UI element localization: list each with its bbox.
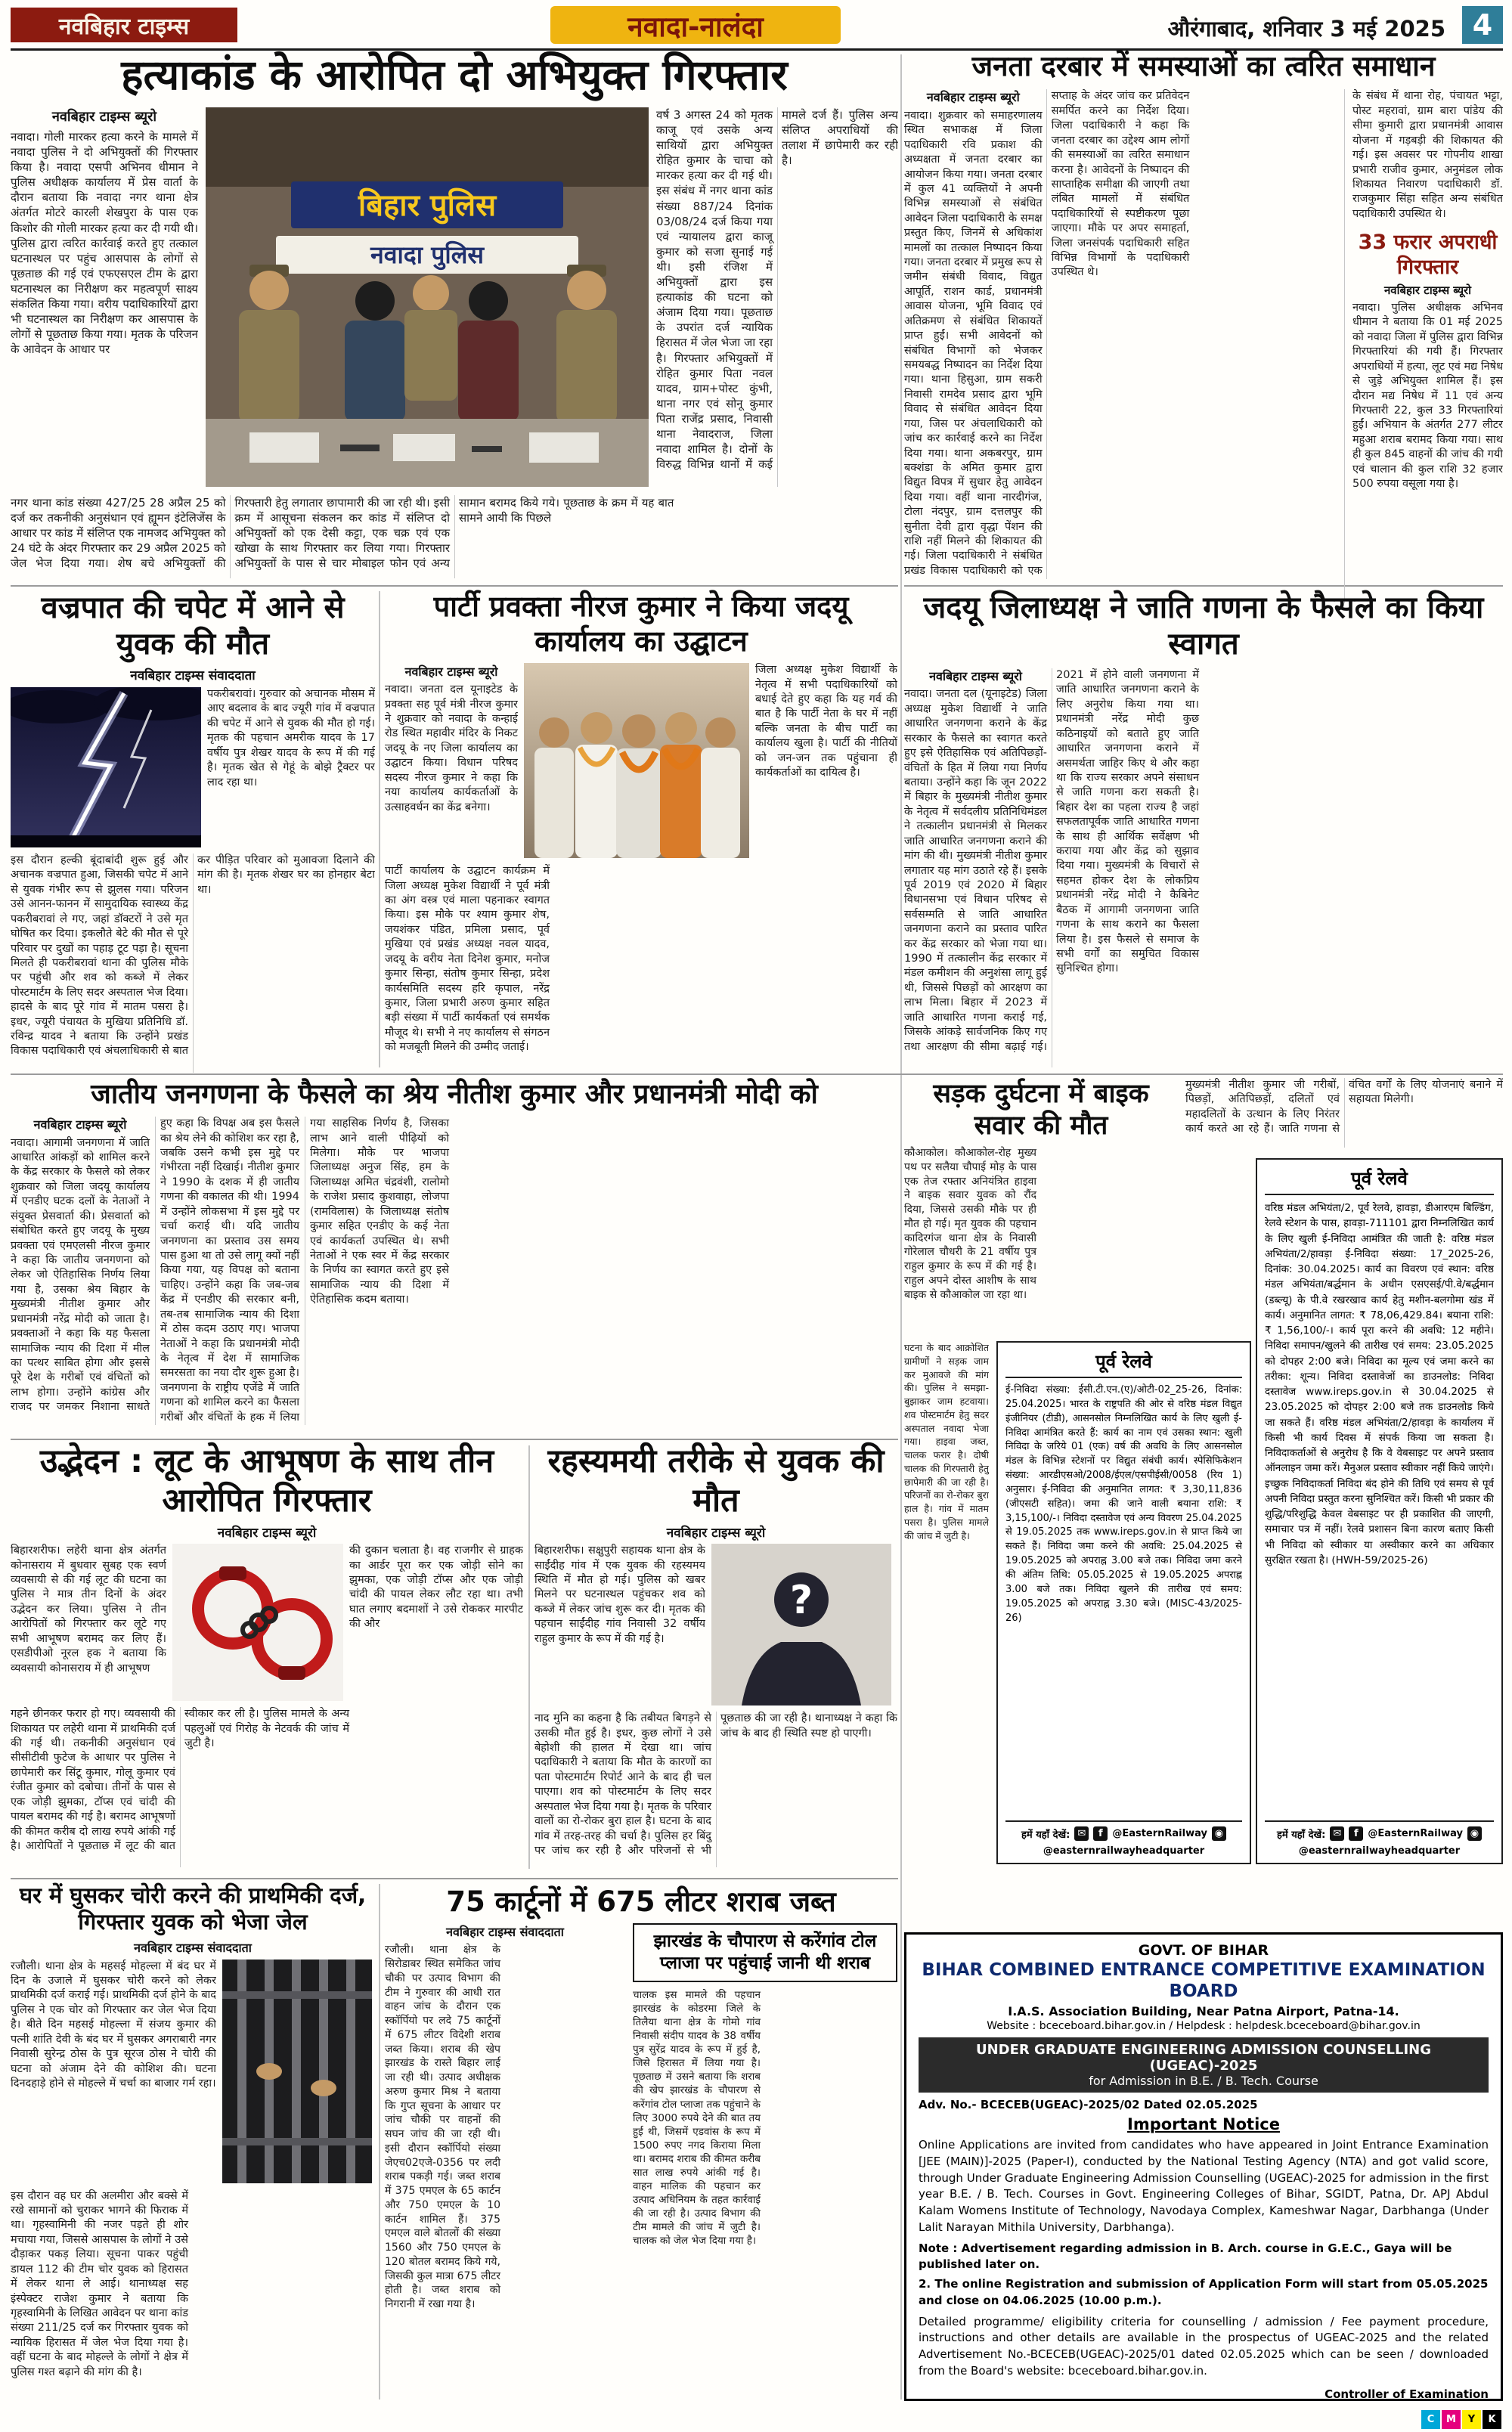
- janta-darbar-text: नवादा। शुक्रवार को समाहरणालय स्थित सभाकक्ष में जिला पदाधिकारी रवि प्रकाश की अध्यक्षता में जनता दरबार का आयोजन किया गया। जनता दरबार में कुल 41 व्यक्तियों ने अपनी विभिन्न समस्याओं से संबंधित आवेदन जिला पदाधिकारी के समक्ष प्रस्तुत किए, जिनमें से अधिकांश मामलों का तत्काल निष्पादन किया गया। जनता दरबार में प्रमुख रूप से जमीन संबंधी विवाद, विद्युत आपूर्ति, राशन कार्ड, प्रधानमंत्री आवास योजना, भूमि विवाद एवं अतिक्रमण से संबंधित शिकायतें प्राप्त हुईं। सभी आवेदनों को संबंधित विभागों को भेजकर समयबद्ध निष्पादन का निर्देश दिया गया। थाना हिसुआ, ग्राम सकरी निवासी रामदेव प्रसाद द्वारा भूमि विवाद से संबंधित आवेदन दिया गया, जिस पर अंचलाधिकारी को जांच कर कार्रवाई करने का निर्देश दिया गया। थाना अकबरपुर, ग्राम बक्शंडा के अमित कुमार द्वारा विद्युत विपत्र में सुधार हेतु आवेदन दिया गया। वहीं थाना नारदीगंज, टोला नंदपुर, ग्राम दत्तलपुर की सुनीता देवी द्वारा वृद्धा पेंशन की राशि नहीं मिलने की शिकायत की गई। जिला पदाधिकारी ने संबंधित प्रखंड विकास पदाधिकारी को एक सप्ताह के अंदर जांच कर प्रतिवेदन समर्पित करने का निर्देश दिया। जिला पदाधिकारी ने कहा कि जनता दरबार का उद्देश्य आम लोगों की समस्याओं का त्वरित समाधान करना है। आवेदनों के निष्पादन की साप्ताहिक समीक्षा की जाएगी तथा लंबित मामलों में संबंधित पदाधिकारियों से स्पष्टीकरण पूछा जाएगा। मौके पर अपर समाहर्ता, जिला जनसंपर्क पदाधिकारी सहित विभिन्न विभागों के पदाधिकारी उपस्थित थे।: [904, 90, 1190, 577]
- jharkhand-text: चालक इस मामले की पहचान झारखंड के कोडरमा जिले के तिलैया थाना क्षेत्र के गोमो गांव निवासी संदीप यादव के 38 वर्षीय पुत्र सुरेंद्र यादव के रूप में हुई है, जिसे हिरासत में लिया गया है। पूछताछ में उसने बताया कि शराब की खेप झारखंड के चौपारण से करेंगांव टोल प्लाजा तक पहुंचाने के लिए 3000 रुपये देने की बात तय हुई थी, जिसमें एडवांस के रूप में 1500 रुपए नगद किराया मिला था। बरामद शराब की कीमत करीब सात लाख रुपये आंकी गई है। वाहन मालिक की पहचान कर उत्पाद अधिनियम के तहत कार्रवाई की जा रही है। उत्पाद विभाग की टीम मामले की जांच में जुटी है। चालक को जेल भेज दिया गया है।: [633, 1988, 761, 2248]
- govt-of-bihar: GOVT. OF BIHAR: [1138, 1942, 1269, 1959]
- cyan-mark: C: [1421, 2410, 1440, 2429]
- col4-intro-text: के संबंध में थाना रोह, पंचायत भट्टा, पोस्ट महरावां, ग्राम बारा पांडेय की सीमा कुमारी द्वारा प्रधानमंत्री आवास योजना में गड़बड़ी की शिकायत की गई। इस अवसर पर गोपनीय शाखा प्रभारी राजीव कुमार, अनुमंडल लोक शिकायत निवारण पदाधिकारी डॉ. राजकुमार सिंहा सहित अन्य संबंधित पदाधिकारी उपस्थित थे।: [1352, 90, 1503, 220]
- road-accident-top-text: कौआकोल। कौआकोल-रोह मुख्य पथ पर सलैया चौपाई मोड़ के पास एक तेज रफ्तार अनियंत्रित हाइवा ने बाइक सवार युवक को रौंद दिया, जिससे उसकी मौके पर ही मौत हो गई। मृत युवक की पहचान कादिरगंज थाना क्षेत्र के निवासी गोरेलाल चौधरी के 21 वर्षीय पुत्र राहुल कुमार के रूप में की गई है। राहुल अपने दोस्त आशीष के साथ बाइक से कौआकोल जा रहा था।: [904, 1147, 1036, 1301]
- byline: नवबिहार टाइम्स संवाददाता: [446, 1925, 564, 1940]
- advertisement-number: Adv. No.- BCECEB(UGEAC)-2025/02 Dated 02.05.2025: [919, 2098, 1258, 2112]
- byline: नवबिहार टाइम्स ब्यूरो: [217, 1526, 317, 1541]
- jdu-district-continuation: मुख्यमंत्री नीतीश कुमार जी गरीबों, पिछड़ों, अतिपिछड़ों, दलितों एवं महादलितों के उत्थान के लिए निरंतर कार्य करते आ रहे हैं। जाति गणना से वंचित वर्गों के लिए योजनाएं बनाने में सहायता मिलेगी।: [1185, 1079, 1503, 1135]
- handcuffs-illustration: [172, 1544, 343, 1701]
- byline: नवबिहार टाइम्स संवाददाता: [134, 1940, 252, 1955]
- article-loot-solved: [11, 1442, 523, 1867]
- article-jdu-office: [385, 590, 897, 1062]
- jharkhand-substory: [633, 1923, 897, 2396]
- board-name: BIHAR COMBINED ENTRANCE COMPETITIVE EXAMINATION BOARD: [922, 1960, 1486, 2001]
- cmyk-print-marks: [1421, 2410, 1501, 2429]
- police-press-photo: [206, 107, 649, 487]
- article-lightning-death: [11, 590, 375, 1073]
- janta-darbar-columns: [904, 89, 1337, 579]
- dateline: औरंगाबाद, शनिवार 3 मई 2025: [1167, 16, 1445, 42]
- mystery-left-text: बिहारशरीफ। सक्षुपुरी सहायक थाना क्षेत्र के साईंदीह गांव में एक युवक की रहस्यमय स्थिति में मौत हो गई। पुलिस को खबर मिलने पर घटनास्थल पहुंचकर शव को कब्जे में लेकर जांच शुरू कर दी। मृतक की पहचान साईंदीह गांव निवासी 32 वर्षीय राहुल कुमार के रूप में की गई है।: [534, 1544, 705, 1645]
- envelope-icon: ✉: [1074, 1826, 1089, 1841]
- article-theft-fir: [11, 1882, 375, 2403]
- byline: नवबिहार टाइम्स ब्यूरो: [666, 1526, 766, 1541]
- byline: नवबिहार टाइम्स संवाददाता: [130, 668, 256, 683]
- board-website: Website : bceceboard.bihar.gov.in / Helpdesk : helpdesk.bceceboard@bihar.gov.in: [987, 2020, 1421, 2033]
- ad-body-text: वरिष्ठ मंडल अभियंता/2, पूर्व रेलवे, हावड़ा, डीआरएम बिल्डिंग, रेलवे स्टेशन के पास, हावड़ा-711101 द्वारा निम्नलिखित कार्य के लिए खुली ई-निविदा आमंत्रित की जाती है: वरिष्ठ मंडल अभियंता/2/हावड़ा ई-निविदा संख्या: 17_2025-26, दिनांक: 30.04.2025। कार्य का विवरण एवं स्थान: वरिष्ठ मंडल अभियंता/बर्द्धमान के अधीन एसएसई/पी.वे/बर्द्धमान (डब्ल्यू) के पी.वे रखरखाव कार्य हेतु मशीन-बलगोमा खंड में कार्य। अनुमानित लागत: ₹ 78,06,429.84। बयाना राशि: ₹ 1,56,100/-। कार्य पूरा करने की अवधि: 12 महीने। निविदा समापन/खुलने की तारीख एवं समय: 23.05.2025 को दोपहर 2:00 बजे। निविदा का मूल्य एवं जमा करने का तरीका: शून्य। निविदा दस्तावेजों का डाउनलोड: निविदा दस्तावेज www.ireps.gov.in से 30.04.2025 से 23.05.2025 को दोपहर 2:00 बजे तक डाउनलोड किये जा सकते हैं। वरिष्ठ मंडल अभियंता/2/हावड़ा के कार्यालय में किसी भी कार्य दिवस में संपर्क किया जा सकता है। निविदाकर्ताओं से अनुरोध है कि वे वेबसाइट पर अपने प्रस्ताव ऑनलाइन जमा करें। मैनुअल प्रस्ताव स्वीकार नहीं किये जाएंगे। इच्छुक निविदाकर्ता निविदा बंद होने की तिथि एवं समय से पूर्व अपनी निविदा प्रस्तुत करना सुनिश्चित करें। किसी भी प्रकार की शुद्धि/परिशुद्धि केवल वेबसाइट पर ही प्रकाशित की जाएगी, समाचार पत्र में नहीं। रेलवे प्रशासन बिना कारण बताए किसी भी निविदा को स्वीकार या अस्वीकार करने का अधिकार सुरक्षित रखता है। (HWH-59/2025-26): [1265, 1202, 1494, 1566]
- jdu-office-right-text: जिला अध्यक्ष मुकेश विद्यार्थी के नेतृत्व में सभी पदाधिकारियों को बधाई देते हुए कहा कि यह गर्व की बात है कि पार्टी नेता के घर में नहीं बल्कि जनता के बीच पार्टी का कार्यालय खुला है। पार्टी की नीतियों को जन-जन तक पहुंचाना ही कार्यकर्ताओं का दायित्व है।: [755, 664, 897, 779]
- headline-jdu-district: जदयू जिलाध्यक्ष ने जाति गणना के फैसले का किया स्वागत: [923, 590, 1484, 661]
- headline-caste-census-credit: जातीय जनगणना के फैसले का श्रेय नीतीश कुमार और प्रधानमंत्री मोदी को: [91, 1079, 818, 1110]
- farar-text: नवादा। पुलिस अधीक्षक अभिनव धीमान ने बताया कि 01 मई 2025 को नवादा जिला में पुलिस द्वारा विभिन्न गिरफ्तारियां की गयी हैं। गिरफ्तार अपराधियों में हत्या, लूट एवं मद्य निषेध से जुड़े अभियुक्त शामिल हैं। इस दौरान मद्य निषेध में 11 एवं अन्य गिरफ्तारी 22, कुल 33 गिरफ्तारियां हुईं। अभियान के अंतर्गत 277 लीटर महुआ शराब बरामद किया गया। साथ ही कुल 845 वाहनों की जांच की गयी एवं चालान की कुल राशि 32 हजार 500 रुपया वसूला गया है।: [1352, 301, 1503, 491]
- see-us-label: हमें यहाँ देखें:: [1277, 1829, 1326, 1841]
- railway-handle: @EasternRailway: [1368, 1828, 1463, 1839]
- board-address: I.A.S. Association Building, Near Patna Airport, Patna-14.: [1008, 2004, 1399, 2019]
- facebook-icon: f: [1093, 1826, 1108, 1841]
- railway-handle-2: @easternrailwayheadquarter: [1298, 1845, 1461, 1857]
- notice-note-2: 2. The online Registration and submission of Application Form will start from 05.05.2025 and close on 04.06.2025 (10.00 p.m.).: [919, 2277, 1489, 2307]
- liquor-columns: रजौली। थाना क्षेत्र के सिरोडाबर स्थित समेकित जांच चौकी पर उत्पाद विभाग की टीम ने गुरुवार की आधी रात वाहन जांच के दौरान एक स्कॉर्पियो पर लदे 75 कार्टूनों में 675 लीटर विदेशी शराब जब्त किया। शराब की खेप झारखंड के रास्ते बिहार लाई जा रही थी। उत्पाद अधीक्षक अरुण कुमार मिश्र ने बताया कि गुप्त सूचना के आधार पर जांच चौकी पर वाहनों की सघन जांच की जा रही थी। इसी दौरान स्कॉर्पियो संख्या जेएच02एजे-0356 पर लदी शराब पकड़ी गई। जब्त शराब में 375 एमएल के 65 कार्टन और 750 एमएल के 10 कार्टन शामिल हैं। 375 एमएल वाले बोतलों की संख्या 1560 और 750 एमएल के 120 बोतल बरामद किये गये, जिसकी कुल मात्रा 675 लीटर होती है। जब्त शराब को निगरानी में रखा गया है।: [385, 1944, 500, 2311]
- article-lead-text: नवादा। गोली मारकर हत्या करने के मामले में नवादा पुलिस ने दो अभियुक्तों की गिरफ्तार किया है। नवादा एसपी अभिनव धीमान ने पुलिस अधीक्षक कार्यालय में प्रेस वार्ता के दौरान बताया कि नवादा नगर थाना क्षेत्र अंतर्गत मोटरे कारली शेखपुरा के पास एक किशोर की गोली मारकर हत्या कर दी गयी थी। पुलिस द्वारा त्वरित कार्रवाई करते हुए तत्काल घटनास्थल पर पहुंच आसपास के लोगों से पूछताछ की गई एवं एफएसएल टीम के द्वारा घटनास्थल का निरीक्षण कर महत्वपूर्ण साक्ष्य संकलित किया गया। वरीय पदाधिकारियों द्वारा भी घटनास्थल का निरीक्षण कर आसपास के लोगों से पूछताछ किया गया। मृतक के परिजन के आवेदन के आधार पर: [11, 130, 198, 357]
- jdu-office-photo-graphic: [524, 663, 749, 858]
- rule-c: [11, 1073, 1503, 1075]
- article-mysterious-death: [534, 1442, 897, 1867]
- headline-33-farar: 33 फरार अपराधी गिरफ्तार: [1358, 231, 1498, 279]
- theft-bottom-text: इस दौरान वह घर की अलमीरा और बक्से में रखे सामानों को चुराकर भागने की फिराक में था। गृहस्वामिनी की नजर पड़ते ही शोर मचाया गया, जिससे आसपास के लोगों ने उसे दौड़ाकर पकड़ लिया। सूचना पाकर पहुंची डायल 112 की टीम चोर युवक को हिरासत में लेकर थाना ले आई। थानाध्यक्ष सह इंस्पेक्टर राजेश कुमार ने बताया कि गृहस्वामिनी के लिखित आवेदन पर थाना कांड संख्या 211/25 दर्ज कर गिरफ्तार युवक को न्यायिक हिरासत में जेल भेज दिया गया है। वहीं घटना के बाद मोहल्ले के लोगों ने क्षेत्र में पुलिस गश्त बढ़ाने की मांग की है।: [11, 2189, 188, 2378]
- railway-handle: @EasternRailway: [1112, 1828, 1207, 1839]
- road-accident-narrow-column: घटना के बाद आक्रोशित ग्रामीणों ने सड़क जाम कर मुआवजे की मांग की। पुलिस ने समझा-बुझाकर जाम हटवाया। शव पोस्टमार्टम हेतु सदर अस्पताल नवादा भेजा गया। हाइवा जब्त, चालक फरार है। दोषी चालक की गिरफ्तारी हेतु छापेमारी की जा रही है। परिजनों का रो-रोकर बुरा हाल है। गांव में मातम पसरा है। पुलिस मामले की जांच में जुटी है।: [904, 1342, 989, 1541]
- headline-murder-arrests: हत्याकांड के आरोपित दो अभियुक्त गिरफ्तार: [121, 51, 788, 99]
- jdu-office-group-photo: [524, 663, 749, 858]
- loot-left-text: बिहारशरीफ। लहेरी थाना क्षेत्र अंतर्गत कोनासराय में बुधवार सुबह एक स्वर्ण व्यवसायी से की गई लूट की घटना का पुलिस ने मात्र तीन दिनों के अंदर उद्भेदन कर लिया। पुलिस ने तीन आरोपितों को गिरफ्तार कर लूटे गए सभी आभूषण बरामद कर लिए हैं। एसडीपीओ नूरल हक ने बताया कि व्यवसायी कोनासराय में ही आभूषण: [11, 1544, 166, 1675]
- lightning-photo-graphic: [11, 687, 201, 847]
- loot-right-text: की दुकान चलाता है। वह राजगीर से ग्राहक का आर्डर पूरा कर एक जोड़ी सोने का झुमका, एक जोड़ी टॉप्स और एक जोड़ी चांदी की पायल लेकर लौट रहा था। तभी घात लगाए बदमाशों ने उसे रोककर मारपीट की और: [349, 1544, 523, 1631]
- camera-icon: ◉: [1212, 1826, 1226, 1841]
- janta-darbar-col4: [1344, 89, 1503, 603]
- article-jdu-district: [904, 590, 1503, 1067]
- headline-mysterious-death: रहस्यमयी तरीके से युवक की मौत: [547, 1442, 885, 1520]
- caste-census-columns: [11, 1117, 898, 1425]
- byline: नवबिहार टाइम्स ब्यूरो: [1383, 283, 1472, 297]
- jdu-office-bottom-text: पार्टी कार्यालय के उद्घाटन कार्यक्रम में जिला अध्यक्ष मुकेश विद्यार्थी ने पूर्व मंत्री का अंग वस्त्र एवं माला पहनाकर स्वागत किया। इस मौके पर श्याम कुमार शेष, जयशंकर पंडित, प्रमिला प्रसाद, पूर्व मुखिया एवं प्रखंड अध्यक्ष नवल यादव, जदयू के वरीय नेता दिनेश कुमार, मनोज कुमार सिन्हा, संतोष कुमार सिन्हा, प्रदेश कार्यसमिति सदस्य हरि कृपाल, नरेंद्र कुमार, जिला प्रभारी अरुण कुमार सहित बड़ी संख्या में पार्टी कार्यकर्ता एवं समर्थक मौजूद थे। सभी ने नए कार्यालय से संगठन को मजबूती मिलने की उम्मीद जताई।: [385, 865, 550, 1054]
- byline: नवबिहार टाइम्स ब्यूरो: [33, 1117, 127, 1132]
- ugeac-banner: [919, 2037, 1489, 2093]
- jail-bars-image: [222, 1960, 372, 2183]
- headline-lightning-death: वज्रपात की चपेट में आने से युवक की मौत: [41, 590, 345, 661]
- ad-footer: [1265, 1820, 1494, 1857]
- police-press-photo-graphic: [206, 107, 649, 487]
- masthead-title: नवबिहार टाइम्स: [58, 13, 190, 40]
- page-number: 4: [1472, 8, 1493, 42]
- headline-jdu-office: पार्टी प्रवक्ता नीरज कुमार ने किया जदयू कार्यालय का उद्घाटन: [433, 590, 849, 658]
- bceceb-notice: [904, 1932, 1503, 2401]
- mystery-bottom-text: नाद मुनि का कहना है कि तबीयत बिगड़ने से उसकी मौत हुई है। इधर, कुछ लोगों ने उसे बेहोशी की हालत में देखा था। जांच पदाधिकारी ने बताया कि मौत के कारणों का पता पोस्टमार्टम रिपोर्ट आने के बाद ही चल पाएगा। शव को पोस्टमार्टम के लिए सदर अस्पताल भेज दिया गया है। मृतक के परिवार वालों का रो-रोकर बुरा हाल है। घटना के बाद गांव में तरह-तरह की चर्चा है। पुलिस हर बिंदु पर जांच कर रही है और परिजनों से भी पूछताछ की जा रही है। थानाध्यक्ष ने कहा कि जांच के बाद ही स्थिति स्पष्ट हो पाएगी।: [534, 1712, 897, 1857]
- controller-signature: Controller of Examination: [1325, 2387, 1489, 2401]
- byline: नवबिहार टाइम्स ब्यूरो: [404, 665, 498, 680]
- rule-jk: [379, 1884, 380, 2399]
- railway-handle-2: @easternrailwayheadquarter: [1043, 1845, 1205, 1857]
- rule-a: [11, 585, 898, 587]
- jdu-district-columns: [904, 668, 1503, 1067]
- article-janta-darbar: [904, 50, 1503, 603]
- ad-eastern-railway-small: [996, 1341, 1251, 1864]
- headline-loot-solved: उद्भेदन : लूट के आभूषण के साथ तीन आरोपित गिरफ्तार: [39, 1442, 494, 1520]
- silhouette-question-image: [711, 1544, 891, 1705]
- section-name: नवादा-नालंदा: [627, 10, 764, 43]
- facebook-icon: f: [1349, 1826, 1363, 1841]
- page-number-box: [1462, 6, 1503, 44]
- jdu-district-text: नवादा। जनता दल (यूनाइटेड) जिला अध्यक्ष मुकेश विद्यार्थी ने जाति आधारित जनगणना कराने के केंद्र सरकार के फैसले का स्वागत करते हुए इसे ऐतिहासिक एवं अतिपिछड़ों-वंचितों के हित में लिया गया निर्णय बताया। उन्होंने कहा कि जून 2022 में बिहार के मुख्यमंत्री नीतीश कुमार के नेतृत्व में सर्वदलीय प्रतिनिधिमंडल ने तत्कालीन प्रधानमंत्री से मिलकर जाति आधारित जनगणना कराने की मांग की थी। मुख्यमंत्री नीतीश कुमार लगातार यह मांग उठाते रहे हैं। इसके पूर्व 2019 एवं 2020 में बिहार विधानसभा एवं विधान परिषद से सर्वसम्मति से जाति आधारित जनगणना कराने का प्रस्ताव पारित कर केंद्र सरकार को भेजा गया था। 1990 में तत्कालीन केंद्र सरकार में मंडल कमीशन की अनुशंसा लागू हुई थी, जिससे पिछड़ों को आरक्षण का लाभ मिला। बिहार में 2023 में जाति आधारित गणना कराई गई, जिसके आंकड़े सार्वजनिक किए गए तथा आरक्षण की सीमा बढ़ाई गई। 2021 में होने वाली जनगणना में जाति आधारित जनगणना कराने के लिए अनुरोध किया गया था। प्रधानमंत्री नरेंद्र मोदी कुछ कठिनाइयों को बताते हुए जाति आधारित जनगणना कराने में असमर्थता जाहिर किए थे और कहा था कि राज्य सरकार अपने संसाधन से जाति गणना करा सकती है। बिहार देश का पहला राज्य है जहां सफलतापूर्वक जाति आधारित गणना के साथ ही आर्थिक सर्वेक्षण भी कराया गया और केंद्र को सुझाव दिया गया। मुख्यमंत्री के विचारों से सहमत होकर देश के लोकप्रिय प्रधानमंत्री नरेंद्र मोदी ने कैबिनेट बैठक में आगामी जनगणना जाति गणना के साथ कराने का फैसला लिया है। इस फैसले से समाज के सभी वर्गों का समुचित विकास सुनिश्चित होगा।: [904, 669, 1199, 1053]
- article-bottom-columns: नगर थाना कांड संख्या 427/25 28 अप्रैल 25 को दर्ज कर तकनीकी अनुसंधान एवं ह्यूमन इंटेलिजेंस के आधार पर कांड में संलिप्त एक नामजद अभियुक्त को 24 घंटे के अंदर गिरफ्तार कर 29 अप्रैल 2025 को जेल भेज दिया गया। शेष बचे अभियुक्तों की गिरफ्तारी हेतु लगातार छापामारी की जा रही थी। इसी क्रम में आसूचना संकलन कर कांड में संलिप्त दो अभियुक्तों को एक देसी कट्टा, एक चक्र एवं एक खोखा के साथ गिरफ्तार कर लिया गया। गिरफ्तार अभियुक्तों के पास से चार मोबाइल फोन एवं अन्य सामान बरामद किये गये। पूछताछ के क्रम में यह बात सामने आयी कि पिछले: [11, 496, 674, 571]
- yellow-mark: Y: [1462, 2410, 1481, 2429]
- magenta-mark: M: [1442, 2410, 1461, 2429]
- photo-banner-nawada-police: नवादा पुलिस: [370, 240, 485, 269]
- jail-bars-graphic: [222, 1960, 372, 2183]
- lightning-photo: [11, 687, 201, 847]
- byline: नवबिहार टाइम्स ब्यूरो: [929, 669, 1022, 683]
- question-mark: ?: [789, 1578, 813, 1624]
- byline: नवबिहार टाइम्स ब्यूरो: [926, 90, 1020, 105]
- important-notice-title: Important Notice: [1127, 2115, 1280, 2134]
- lightning-side-text: पकरीबरावां। गुरुवार को अचानक मौसम में आए बदलाव के बाद ज्यूरी गांव में वज्रपात की चपेट में आने से युवक की मौत हो गई। मृतक की पहचान अमरीक यादव के 17 वर्षीय पुत्र शेखर यादव के रूप में की गई है। मृतक खेत से गेहूं के बोझे ट्रैक्टर पर लाद रहा था।: [207, 688, 375, 788]
- masthead: [11, 8, 237, 42]
- lightning-bottom-text: इस दौरान हल्की बूंदाबांदी शुरू हुई और अचानक वज्रपात हुआ, जिसकी चपेट में आने से युवक गंभीर रूप से झुलस गया। परिजन उसे आनन-फानन में सामुदायिक स्वास्थ्य केंद्र पकरीबरावां ले गए, जहां डॉक्टरों ने उसे मृत घोषित कर दिया। इकलौते बेटे की मौत से पूरे परिवार पर दुखों का पहाड़ टूट पड़ा है। सूचना मिलते ही पकरीबरावां थाना की पुलिस मौके पर पहुंची और शव को कब्जे में लेकर पोस्टमार्टम के लिए सदर अस्पताल भेज दिया। हादसे के बाद पूरे गांव में मातम पसरा है। इधर, ज्यूरी पंचायत के मुखिया प्रतिनिधि डॉ. रविन्द्र यादव ने बताया कि उन्होंने प्रखंड विकास पदाधिकारी एवं अंचलाधिकारी से बात कर पीड़ित परिवार को मुआवजा दिलाने की मांग की है। मृतक शेखर घर का होनहार बेटा था।: [11, 854, 375, 1058]
- loot-bottom-text: गहने छीनकर फरार हो गए। व्यवसायी की शिकायत पर लहेरी थाना में प्राथमिकी दर्ज की गई थी। तकनीकी अनुसंधान एवं सीसीटीवी फुटेज के आधार पर पुलिस ने छापेमारी कर सिंटू कुमार, गोलू कुमार एवं रंजीत कुमार को दबोचा। तीनों के पास से एक जोड़ी झुमका, टॉप्स एवं चांदी की पायल बरामद की गई है। बरामद आभूषणों की कीमत करीब दो लाख रुपये आंकी गई है। आरोपितों ने पूछताछ में लूट की बात स्वीकार कर ली है। पुलिस मामले के अन्य पहलुओं एवं गिरोह के नेटवर्क की जांच में जुटी है।: [11, 1708, 349, 1852]
- section-banner: [550, 6, 841, 44]
- theft-left-text: रजौली। थाना क्षेत्र के महसई मोहल्ला में बंद घर में दिन के उजाले में घुसकर चोरी करने को लेकर प्राथमिकी दर्ज कराई गई। प्राथमिकी दर्ज होने के बाद पुलिस ने एक चोर को गिरफ्तार कर जेल भेज दिया है। बीते दिन महसई मोहल्ला में संजय कुमार की पत्नी शांति देवी के बंद घर में घुसकर अगराबारी नगर निवासी सुरेन्द्र ठोस के पुत्र सूरज ठोस ने चोरी की घटना को अंजाम देने की कोशिश की। घटना दिनदहाड़े होने से मोहल्ले में चर्चा का बाजार गर्म रहा।: [11, 1960, 216, 2090]
- ad-title: पूर्व रेलवे: [1005, 1349, 1242, 1378]
- headline-theft-fir: घर में घुसकर चोरी करने की प्राथमिकी दर्ज, गिरफ्तार युवक को भेजा जेल: [19, 1882, 367, 1935]
- camera-icon: ◉: [1467, 1826, 1482, 1841]
- notice-paragraph-1: Online Applications are invited from candidates who have appeared in Joint Entrance Examination [JEE (MAIN)]-2025 (Paper-I), conducted by the National Testing Agency (NTA) and got valid score, through Under Graduate Engineering Admission Counselling (UGEAC)-2025 for admission in the first year B.E. / B. Tech. Courses in Govt. Engineering Colleges of Bihar, SGIDT, Patna, Dr. APJ Abdul Kalam Womens Institute of Technology, Navodaya Complex, Kameshwar Nagar, Darbhanga (Under Lalit Narayan Mithila University, Darbhanga).: [919, 2138, 1489, 2234]
- caste-census-text: नवादा। आगामी जनगणना में जाति आधारित आंकड़ों को शामिल करने के केंद्र सरकार के फैसले को लेकर शुक्रवार को जिला जदयू कार्यालय में एनडीए घटक दलों के नेताओं ने संयुक्त प्रेसवार्ता की। प्रेसवार्ता को संबोधित करते हुए जदयू के मुख्य प्रवक्ता एवं एमएलसी नीरज कुमार ने कहा कि जातीय जनगणना को लेकर जो ऐतिहासिक निर्णय लिया गया है, उसका श्रेय बिहार के मुख्यमंत्री नीतीश कुमार और प्रधानमंत्री नरेंद्र मोदी को जाता है। प्रवक्ताओं ने कहा कि यह फैसला सामाजिक न्याय की दिशा में मील का पत्थर साबित होगा और इससे पूरे देश के गरीबों एवं वंचितों को लाभ होगा। उन्होंने कांग्रेस और राजद पर जमकर निशाना साधते हुए कहा कि विपक्ष अब इस फैसले का श्रेय लेने की कोशिश कर रहा है, जबकि उसने कभी इस मुद्दे पर गंभीरता नहीं दिखाई। नीतीश कुमार ने 1990 के दशक में ही जातीय गणना की वकालत की थी। 1994 में उन्होंने लोकसभा में इस मुद्दे पर चर्चा कराई थी। यदि जातीय जनगणना का प्रस्ताव उस समय पास हुआ था तो उसे लागू क्यों नहीं किया गया, यह विपक्ष को बताना चाहिए। उन्होंने कहा कि जब-जब केंद्र में एनडीए की सरकार बनी, तब-तब सामाजिक न्याय की दिशा में ठोस कदम उठाए गए। भाजपा नेताओं ने कहा कि प्रधानमंत्री मोदी के नेतृत्व में देश में सामाजिक समरसता का नया दौर शुरू हुआ है। जनगणना के राष्ट्रीय एजेंडे में जाति गणना को शामिल करने का फैसला गरीबों और वंचितों के हक में लिया गया साहसिक निर्णय है, जिसका लाभ आने वाली पीढ़ियों को मिलेगा। मौके पर भाजपा जिलाध्यक्ष अनुज सिंह, हम के जिलाध्यक्ष अमित चंद्रवंशी, रालोमो के राजेश प्रसाद कुशवाहा, लोजपा (रामविलास) के जिलाध्यक्ष संतोष कुमार सहित एनडीए के कई नेता एवं कार्यकर्ता उपस्थित थे। सभी नेताओं ने एक स्वर में केंद्र सरकार के निर्णय का स्वागत करते हुए इसे सामाजिक न्याय की दिशा में ऐतिहासिक कदम बताया।: [11, 1117, 449, 1424]
- article-road-accident: [904, 1078, 1178, 1332]
- ad-title: पूर्व रेलवे: [1265, 1166, 1494, 1195]
- envelope-icon: ✉: [1330, 1826, 1344, 1841]
- rule-e: [11, 1878, 898, 1879]
- notice-paragraph-2: Detailed programme/ eligibility criteria for counselling / admission / Fee payment procedure, instructions and other details are available in the prospectus of UGEAC-2025 and the related Advertisement No.-BCECEB(UGEAC)-2025/01 dated 02.05.2025 which can be seen / downloaded from the Board's website: bceceboard.bihar.gov.in.: [919, 2314, 1489, 2378]
- rule-cd: [379, 591, 380, 1067]
- ugeac-banner-line2: for Admission in B.E. / B. Tech. Course: [1089, 2074, 1318, 2089]
- ad-footer: [1005, 1820, 1242, 1857]
- jdu-office-left-text: नवादा। जनता दल यूनाइटेड के प्रवक्ता सह पूर्व मंत्री नीरज कुमार ने शुक्रवार को नवादा के कन्हाई रोड स्थित महावीर मंदिर के निकट जदयू के नए जिला कार्यालय का उद्घाटन किया। विधान परिषद सदस्य नीरज कुमार ने कहा कि नया कार्यालय कार्यकर्ताओं के उत्साहवर्धन का केंद्र बनेगा।: [385, 683, 518, 813]
- handcuffs-graphic: [172, 1544, 343, 1701]
- rule-hi: [528, 1445, 530, 1869]
- byline: नवबिहार टाइम्स ब्यूरो: [51, 109, 157, 125]
- see-us-label: हमें यहाँ देखें:: [1021, 1829, 1070, 1841]
- headline-liquor-seizure: 75 कार्टूनों में 675 लीटर शराब जब्त: [446, 1885, 836, 1918]
- headline-road-accident: सड़क दुर्घटना में बाइक सवार की मौत: [933, 1079, 1149, 1141]
- photo-banner-bihar-police: बिहार पुलिस: [358, 188, 497, 223]
- notice-note-1: Note : Advertisement regarding admission in B. Arch. course in G.E.C., Gaya will be published later on.: [919, 2241, 1452, 2272]
- article-right-columns: वर्ष 3 अगस्त 24 को मृतक काजू एवं उसके अन्य साथियों द्वारा अभियुक्त रोहित कुमार के चाचा को मारकर हत्या कर दी गई थी। इस संबंध में नगर थाना कांड संख्या 887/24 दिनांक 03/08/24 दर्ज किया गया एवं न्यायालय द्वारा काजू कुमार को सजा सुनाई गई थी। इसी रंजिश में अभियुक्तों द्वारा इस हत्याकांड की घटना को अंजाम दिया गया। पूछताछ के उपरांत दर्ज न्यायिक हिरासत में जेल भेजा जा रहा है। गिरफ्तार अभियुक्तों में रोहित कुमार पिता नवल यादव, ग्राम+पोस्ट कुंभी, थाना नगर एवं सोनू कुमार पिता राजेंद्र प्रसाद, निवासी थाना नेवादराज, जिला नवादा शामिल है। दोनों के विरुद्ध विभिन्न थानों में कई मामले दर्ज हैं। पुलिस अन्य संलिप्त अपराधियों की तलाश में छापेमारी कर रही है।: [656, 108, 898, 472]
- rule-d: [11, 1439, 898, 1440]
- article-murder-arrests: [11, 50, 898, 578]
- headline-janta-darbar: जनता दरबार में समस्याओं का त्वरित समाधान: [971, 50, 1436, 82]
- black-mark: K: [1483, 2410, 1501, 2429]
- headline-jharkhand-toll: झारखंड के चौपारण से करेंगांव टोल प्लाजा पर पहुंचाई जानी थी शराब: [633, 1923, 897, 1982]
- article-liquor-seizure: [385, 1885, 897, 2396]
- ad-body-text: ई-निविदा संख्या: ईसी.टी.एन.(ए)/ओटी-02_25-26, दिनांक: 25.04.2025। भारत के राष्ट्रपति की ओर से वरिष्ठ मंडल विद्युत इंजीनियर (टीडी), आसनसोल निम्नलिखित कार्य के लिए खुली ई-निविदा आमंत्रित करते हैं: कार्य का नाम एवं उसका स्थान: खुली निविदा के जरिये 01 (एक) वर्ष की अवधि के लिए आसनसोल मंडल के विभिन्न स्टेशनों पर विद्युत संबंधी कार्य। स्पेसिफिकेशन संख्या: आरडीएसओ/2008/ईएल/एसपीईसी/0058 (रिव 1) अनुसार। ई-निविदा की अनुमानित लागत: ₹ 3,30,11,836 (जीएसटी सहित)। जमा की जाने वाली बयाना राशि: ₹ 3,15,100/-। निविदा दस्तावेज एवं अन्य विवरण 25.04.2025 से 19.05.2025 तक www.ireps.gov.in से प्राप्त किये जा सकते हैं। निविदा जमा करने की अवधि: 25.04.2025 से 19.05.2025 को अपराह्न 3.00 बजे तक। निविदा जमा करने की अंतिम तिथि: 05.05.2025 से 19.05.2025 अपराह्न 3.00 बजे तक। निविदा खुलने की तारीख एवं समय: 19.05.2025 को अपराह्न 3.30 बजे। (MISC-43/2025-26): [1005, 1384, 1242, 1624]
- article-caste-census-credit: [11, 1078, 898, 1425]
- silhouette-graphic: [711, 1544, 891, 1705]
- ugeac-banner-line1: UNDER GRADUATE ENGINEERING ADMISSION COUNSELLING (UGEAC)-2025: [976, 2042, 1431, 2074]
- main-vertical-rule: [900, 54, 902, 2399]
- ad-eastern-railway-large: [1256, 1158, 1503, 1864]
